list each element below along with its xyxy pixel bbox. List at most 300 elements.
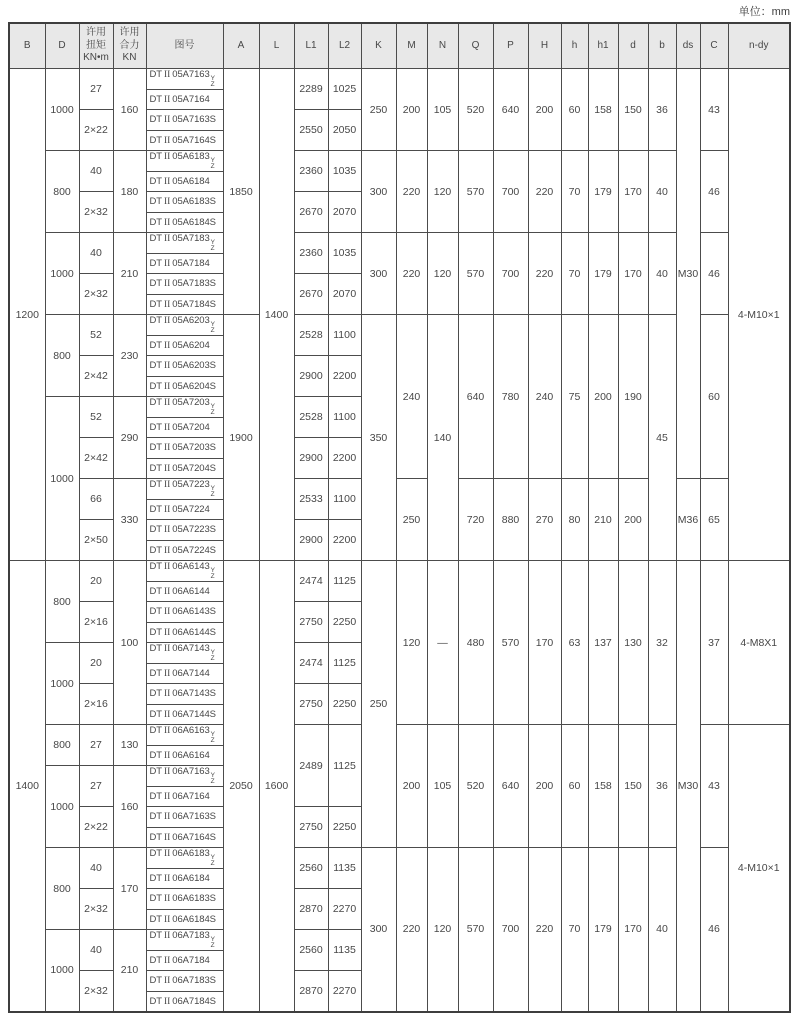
- L1-cell: 2870: [294, 889, 328, 930]
- variant-suffix-yz: Y Z: [210, 321, 215, 335]
- L1-cell: 2528: [294, 397, 328, 438]
- H-cell: 220: [528, 233, 561, 315]
- D-cell: 1000: [45, 397, 79, 561]
- Q-cell: 520: [458, 725, 493, 848]
- L1-cell: 2750: [294, 807, 328, 848]
- variant-suffix-yz: Y Z: [210, 936, 215, 950]
- L1-cell: 2474: [294, 561, 328, 602]
- A-cell: 2050: [223, 561, 259, 1012]
- L2-cell: 1025: [328, 69, 361, 110]
- fig-cell: DT II 06A7164: [146, 786, 223, 807]
- torque-cell: 40: [79, 151, 113, 192]
- L-cell: 1400: [259, 69, 294, 561]
- variant-suffix-yz: Y Z: [210, 157, 215, 171]
- variant-suffix-yz: Y Z: [210, 567, 215, 581]
- roman-numeral-II: II: [163, 873, 171, 884]
- col-header-h1: h1: [588, 23, 618, 69]
- fig-cell: DT II 06A7143S: [146, 684, 223, 705]
- L1-cell: 2560: [294, 848, 328, 889]
- col-header-C: C: [700, 23, 728, 69]
- roman-numeral-II: II: [163, 463, 171, 474]
- B-cell: 1400: [9, 561, 45, 1012]
- L2-cell: 2070: [328, 192, 361, 233]
- D-cell: 1000: [45, 233, 79, 315]
- torque-cell: 2×22: [79, 110, 113, 151]
- K-cell: 350: [361, 315, 396, 561]
- L2-cell: 1135: [328, 848, 361, 889]
- h1-cell: 179: [588, 233, 618, 315]
- L2-cell: 2250: [328, 684, 361, 725]
- force-cell: 130: [113, 725, 146, 766]
- b-cell: 40: [648, 151, 676, 233]
- h-cell: 70: [561, 233, 588, 315]
- fig-cell: DT II 06A7144S: [146, 704, 223, 725]
- roman-numeral-II: II: [163, 644, 171, 655]
- h1-cell: 210: [588, 479, 618, 561]
- roman-numeral-II: II: [163, 545, 171, 556]
- variant-suffix-yz: Y Z: [210, 485, 215, 499]
- roman-numeral-II: II: [163, 996, 171, 1007]
- fig-cell: DT II 06A6183S: [146, 889, 223, 910]
- roman-numeral-II: II: [163, 381, 171, 392]
- roman-numeral-II: II: [163, 709, 171, 720]
- b-cell: 40: [648, 233, 676, 315]
- roman-numeral-II: II: [163, 607, 171, 618]
- K-cell: 300: [361, 848, 396, 1012]
- torque-cell: 2×32: [79, 274, 113, 315]
- roman-numeral-II: II: [163, 258, 171, 269]
- b-cell: 40: [648, 848, 676, 1012]
- fig-cell: DT II 05A7224S: [146, 540, 223, 561]
- force-cell: 100: [113, 561, 146, 725]
- roman-numeral-II: II: [163, 894, 171, 905]
- L1-cell: 2670: [294, 192, 328, 233]
- fig-cell: DT II 06A6143S: [146, 602, 223, 623]
- fig-cell: DT II 05A7204: [146, 417, 223, 438]
- fig-cell: DT II 06A7183 Y Z: [146, 930, 223, 951]
- H-cell: 270: [528, 479, 561, 561]
- fig-cell: DT II 05A6184: [146, 171, 223, 192]
- d-cell: 170: [618, 848, 648, 1012]
- torque-cell: 20: [79, 561, 113, 602]
- fig-cell: DT II 05A7184: [146, 253, 223, 274]
- H-cell: 200: [528, 69, 561, 151]
- L2-cell: 2200: [328, 520, 361, 561]
- roman-numeral-II: II: [163, 955, 171, 966]
- roman-numeral-II: II: [163, 197, 171, 208]
- N-cell: 105: [427, 725, 458, 848]
- roman-numeral-II: II: [163, 504, 171, 515]
- L1-cell: 2900: [294, 438, 328, 479]
- L1-cell: 2289: [294, 69, 328, 110]
- fig-cell: DT II 06A6163 Y Z: [146, 725, 223, 746]
- h-cell: 60: [561, 725, 588, 848]
- P-cell: 780: [493, 315, 528, 479]
- roman-numeral-II: II: [163, 750, 171, 761]
- d-cell: 190: [618, 315, 648, 479]
- M-cell: 200: [396, 69, 427, 151]
- L2-cell: 2270: [328, 889, 361, 930]
- col-header-ndy: n-dy: [728, 23, 790, 69]
- fig-cell: DT II 06A7183S: [146, 971, 223, 992]
- fig-cell: DT II 05A7183S: [146, 274, 223, 295]
- torque-cell: 2×42: [79, 438, 113, 479]
- M-cell: 200: [396, 725, 427, 848]
- roman-numeral-II: II: [163, 94, 171, 105]
- force-cell: 230: [113, 315, 146, 397]
- fig-cell: DT II 06A6164: [146, 745, 223, 766]
- col-header-ds: ds: [676, 23, 700, 69]
- K-cell: 250: [361, 561, 396, 848]
- col-header-L1: L1: [294, 23, 328, 69]
- M-cell: 250: [396, 479, 427, 561]
- b-cell: 45: [648, 315, 676, 561]
- torque-cell: 40: [79, 848, 113, 889]
- L2-cell: 1035: [328, 233, 361, 274]
- b-cell: 32: [648, 561, 676, 725]
- L1-cell: 2750: [294, 684, 328, 725]
- h-cell: 80: [561, 479, 588, 561]
- N-cell: 120: [427, 233, 458, 315]
- roman-numeral-II: II: [163, 668, 171, 679]
- roman-numeral-II: II: [163, 726, 171, 737]
- M-cell: 220: [396, 233, 427, 315]
- roman-numeral-II: II: [163, 70, 171, 81]
- roman-numeral-II: II: [163, 340, 171, 351]
- C-cell: 43: [700, 69, 728, 151]
- table-row: [9, 233, 790, 254]
- torque-cell: 52: [79, 397, 113, 438]
- col-header-D: D: [45, 23, 79, 69]
- roman-numeral-II: II: [163, 480, 171, 491]
- h1-cell: 158: [588, 725, 618, 848]
- h-cell: 60: [561, 69, 588, 151]
- fig-cell: DT II 06A7184S: [146, 991, 223, 1012]
- D-cell: 800: [45, 315, 79, 397]
- ds-cell: M30: [676, 69, 700, 479]
- table-row: [9, 725, 790, 746]
- col-header-A: A: [223, 23, 259, 69]
- C-cell: 37: [700, 561, 728, 725]
- force-cell: 210: [113, 930, 146, 1012]
- L1-cell: 2870: [294, 971, 328, 1012]
- H-cell: 220: [528, 151, 561, 233]
- fig-cell: DT II 05A7164: [146, 89, 223, 110]
- fig-cell: DT II 06A6143 Y Z: [146, 561, 223, 582]
- L2-cell: 2070: [328, 274, 361, 315]
- table-header: [9, 23, 790, 69]
- ds-cell: M36: [676, 479, 700, 561]
- force-cell: 290: [113, 397, 146, 479]
- torque-cell: 2×22: [79, 807, 113, 848]
- fig-cell: DT II 05A7184S: [146, 294, 223, 315]
- fig-cell: DT II 05A7163S: [146, 110, 223, 131]
- roman-numeral-II: II: [163, 914, 171, 925]
- fig-cell: DT II 06A7184: [146, 950, 223, 971]
- C-cell: 46: [700, 848, 728, 1012]
- roman-numeral-II: II: [163, 832, 171, 843]
- L2-cell: 2270: [328, 971, 361, 1012]
- Q-cell: 570: [458, 233, 493, 315]
- B-cell: 1200: [9, 69, 45, 561]
- col-header-d: d: [618, 23, 648, 69]
- L2-cell: 2200: [328, 438, 361, 479]
- col-header-force: 许用 合力 KN: [113, 23, 146, 69]
- P-cell: 880: [493, 479, 528, 561]
- roman-numeral-II: II: [163, 443, 171, 454]
- N-cell: 140: [427, 315, 458, 561]
- roman-numeral-II: II: [163, 217, 171, 228]
- fig-cell: DT II 06A7163S: [146, 807, 223, 828]
- col-header-Q: Q: [458, 23, 493, 69]
- roman-numeral-II: II: [163, 115, 171, 126]
- roman-numeral-II: II: [163, 525, 171, 536]
- L1-cell: 2533: [294, 479, 328, 520]
- fig-cell: DT II 06A6183 Y Z: [146, 848, 223, 869]
- fig-cell: DT II 05A7183 Y Z: [146, 233, 223, 254]
- spec-table: [8, 22, 791, 1013]
- fig-cell: DT II 05A7224: [146, 499, 223, 520]
- D-cell: 800: [45, 151, 79, 233]
- h1-cell: 179: [588, 848, 618, 1012]
- H-cell: 200: [528, 725, 561, 848]
- h1-cell: 158: [588, 69, 618, 151]
- fig-cell: DT II 06A7143 Y Z: [146, 643, 223, 664]
- torque-cell: 66: [79, 479, 113, 520]
- fig-cell: DT II 05A6204: [146, 335, 223, 356]
- L2-cell: 1100: [328, 479, 361, 520]
- roman-numeral-II: II: [163, 361, 171, 372]
- col-header-torque: 许用 扭矩 KN•m: [79, 23, 113, 69]
- col-header-fig: 图号: [146, 23, 223, 69]
- M-cell: 120: [396, 561, 427, 725]
- D-cell: 1000: [45, 766, 79, 848]
- b-cell: 36: [648, 69, 676, 151]
- P-cell: 700: [493, 151, 528, 233]
- L2-cell: 2050: [328, 110, 361, 151]
- table-row: [9, 151, 790, 172]
- roman-numeral-II: II: [163, 627, 171, 638]
- d-cell: 150: [618, 69, 648, 151]
- fig-cell: DT II 05A7204S: [146, 458, 223, 479]
- table-row: [9, 848, 790, 869]
- roman-numeral-II: II: [163, 791, 171, 802]
- ndy-cell: 4-M10×1: [728, 69, 790, 561]
- torque-cell: 27: [79, 766, 113, 807]
- h-cell: 75: [561, 315, 588, 479]
- fig-cell: DT II 06A6144: [146, 581, 223, 602]
- ds-cell: M30: [676, 561, 700, 1012]
- fig-cell: DT II 05A7203S: [146, 438, 223, 459]
- L2-cell: 2250: [328, 807, 361, 848]
- roman-numeral-II: II: [163, 931, 171, 942]
- col-header-N: N: [427, 23, 458, 69]
- roman-numeral-II: II: [163, 316, 171, 327]
- C-cell: 46: [700, 233, 728, 315]
- h1-cell: 179: [588, 151, 618, 233]
- unit-label: 单位：mm: [738, 6, 790, 18]
- fig-cell: DT II 05A6203 Y Z: [146, 315, 223, 336]
- D-cell: 800: [45, 725, 79, 766]
- L2-cell: 1035: [328, 151, 361, 192]
- fig-cell: DT II 05A6203S: [146, 356, 223, 377]
- roman-numeral-II: II: [163, 812, 171, 823]
- P-cell: 570: [493, 561, 528, 725]
- D-cell: 800: [45, 848, 79, 930]
- Q-cell: 570: [458, 151, 493, 233]
- M-cell: 220: [396, 848, 427, 1012]
- L-cell: 1600: [259, 561, 294, 1012]
- roman-numeral-II: II: [163, 176, 171, 187]
- force-cell: 170: [113, 848, 146, 930]
- M-cell: 220: [396, 151, 427, 233]
- roman-numeral-II: II: [163, 767, 171, 778]
- force-cell: 210: [113, 233, 146, 315]
- table-row: [9, 69, 790, 90]
- torque-cell: 27: [79, 69, 113, 110]
- d-cell: 170: [618, 233, 648, 315]
- d-cell: 130: [618, 561, 648, 725]
- Q-cell: 480: [458, 561, 493, 725]
- h1-cell: 200: [588, 315, 618, 479]
- L2-cell: 1125: [328, 725, 361, 807]
- fig-cell: DT II 06A7164S: [146, 827, 223, 848]
- L1-cell: 2489: [294, 725, 328, 807]
- torque-cell: 2×50: [79, 520, 113, 561]
- roman-numeral-II: II: [163, 234, 171, 245]
- torque-cell: 2×16: [79, 684, 113, 725]
- fig-cell: DT II 05A6204S: [146, 376, 223, 397]
- H-cell: 170: [528, 561, 561, 725]
- force-cell: 160: [113, 766, 146, 848]
- L1-cell: 2528: [294, 315, 328, 356]
- variant-suffix-yz: Y Z: [210, 731, 215, 745]
- L2-cell: 2200: [328, 356, 361, 397]
- fig-cell: DT II 05A7163 Y Z: [146, 69, 223, 90]
- torque-cell: 2×42: [79, 356, 113, 397]
- variant-suffix-yz: Y Z: [210, 239, 215, 253]
- torque-cell: 52: [79, 315, 113, 356]
- roman-numeral-II: II: [163, 689, 171, 700]
- L1-cell: 2670: [294, 274, 328, 315]
- fig-cell: DT II 06A7163 Y Z: [146, 766, 223, 787]
- variant-suffix-yz: Y Z: [210, 75, 215, 89]
- roman-numeral-II: II: [163, 562, 171, 573]
- M-cell: 240: [396, 315, 427, 479]
- C-cell: 65: [700, 479, 728, 561]
- torque-cell: 2×32: [79, 192, 113, 233]
- N-cell: 120: [427, 848, 458, 1012]
- K-cell: 300: [361, 233, 396, 315]
- fig-cell: DT II 05A6183S: [146, 192, 223, 213]
- force-cell: 330: [113, 479, 146, 561]
- D-cell: 1000: [45, 69, 79, 151]
- K-cell: 300: [361, 151, 396, 233]
- variant-suffix-yz: Y Z: [210, 854, 215, 868]
- d-cell: 150: [618, 725, 648, 848]
- col-header-L2: L2: [328, 23, 361, 69]
- L2-cell: 1100: [328, 397, 361, 438]
- col-header-P: P: [493, 23, 528, 69]
- Q-cell: 520: [458, 69, 493, 151]
- L1-cell: 2560: [294, 930, 328, 971]
- P-cell: 700: [493, 233, 528, 315]
- L1-cell: 2474: [294, 643, 328, 684]
- col-header-B: B: [9, 23, 45, 69]
- b-cell: 36: [648, 725, 676, 848]
- h-cell: 70: [561, 848, 588, 1012]
- P-cell: 700: [493, 848, 528, 1012]
- h-cell: 63: [561, 561, 588, 725]
- A-cell: 1900: [223, 315, 259, 561]
- ndy-cell: 4-M10×1: [728, 725, 790, 1012]
- L2-cell: 1100: [328, 315, 361, 356]
- P-cell: 640: [493, 69, 528, 151]
- H-cell: 220: [528, 848, 561, 1012]
- fig-cell: DT II 05A7223 Y Z: [146, 479, 223, 500]
- force-cell: 160: [113, 69, 146, 151]
- torque-cell: 2×16: [79, 602, 113, 643]
- col-header-H: H: [528, 23, 561, 69]
- roman-numeral-II: II: [163, 586, 171, 597]
- fig-cell: DT II 06A7144: [146, 663, 223, 684]
- d-cell: 200: [618, 479, 648, 561]
- D-cell: 1000: [45, 930, 79, 1012]
- Q-cell: 720: [458, 479, 493, 561]
- fig-cell: DT II 05A6183 Y Z: [146, 151, 223, 172]
- col-header-K: K: [361, 23, 396, 69]
- H-cell: 240: [528, 315, 561, 479]
- roman-numeral-II: II: [163, 398, 171, 409]
- torque-cell: 20: [79, 643, 113, 684]
- fig-cell: DT II 05A6184S: [146, 212, 223, 233]
- L2-cell: 1135: [328, 930, 361, 971]
- fig-cell: DT II 05A7164S: [146, 130, 223, 151]
- L2-cell: 2250: [328, 602, 361, 643]
- ndy-cell: 4-M8X1: [728, 561, 790, 725]
- A-cell: 1850: [223, 69, 259, 315]
- fig-cell: DT II 06A6184S: [146, 909, 223, 930]
- fig-cell: DT II 05A7223S: [146, 520, 223, 541]
- D-cell: 800: [45, 561, 79, 643]
- roman-numeral-II: II: [163, 422, 171, 433]
- P-cell: 640: [493, 725, 528, 848]
- col-header-M: M: [396, 23, 427, 69]
- variant-suffix-yz: Y Z: [210, 403, 215, 417]
- torque-cell: 40: [79, 930, 113, 971]
- D-cell: 1000: [45, 643, 79, 725]
- Q-cell: 570: [458, 848, 493, 1012]
- L1-cell: 2550: [294, 110, 328, 151]
- N-cell: 120: [427, 151, 458, 233]
- N-cell: —: [427, 561, 458, 725]
- fig-cell: DT II 05A7203 Y Z: [146, 397, 223, 418]
- L2-cell: 1125: [328, 561, 361, 602]
- col-header-h: h: [561, 23, 588, 69]
- col-header-b: b: [648, 23, 676, 69]
- L2-cell: 1125: [328, 643, 361, 684]
- L1-cell: 2900: [294, 520, 328, 561]
- h1-cell: 137: [588, 561, 618, 725]
- L1-cell: 2360: [294, 151, 328, 192]
- N-cell: 105: [427, 69, 458, 151]
- table-body: [9, 69, 790, 1012]
- header-row: [9, 23, 790, 69]
- C-cell: 43: [700, 725, 728, 848]
- table-row: [9, 561, 790, 582]
- h-cell: 70: [561, 151, 588, 233]
- L1-cell: 2360: [294, 233, 328, 274]
